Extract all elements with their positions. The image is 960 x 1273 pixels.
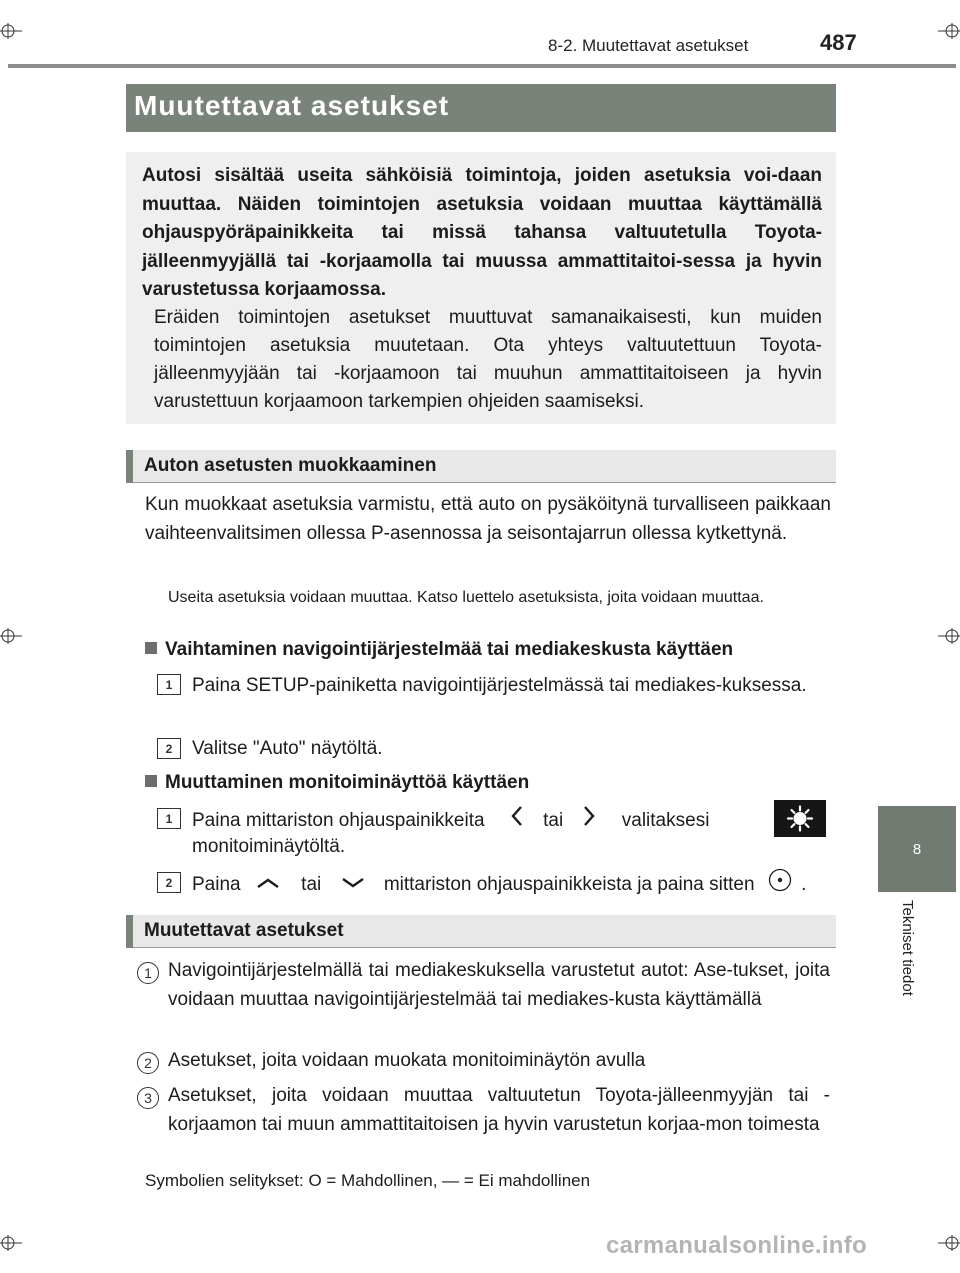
chevron-up-icon <box>254 871 282 900</box>
crop-mark-top-right <box>938 20 960 42</box>
step-number-box: 1 <box>157 674 181 695</box>
crop-mark-bottom-left <box>0 1232 22 1254</box>
step-number-box: 1 <box>157 808 181 829</box>
item-number-circle: 1 <box>137 962 159 984</box>
crop-mark-mid-left <box>0 625 22 647</box>
step-text: Valitse "Auto" näytöltä. <box>192 738 383 759</box>
step-text-continuation: monitoiminäytöltä. <box>192 836 346 857</box>
chevron-down-icon <box>339 871 367 900</box>
section-heading: Muutettavat asetukset <box>144 920 344 941</box>
running-header-section: 8-2. Muutettavat asetukset <box>548 36 749 55</box>
header-rule <box>8 64 956 68</box>
step-text-part: mittariston ohjauspainikkeista ja paina sitten <box>383 873 755 895</box>
subheading-text: Muuttaminen monitoiminäyttöä käyttäen <box>165 772 530 793</box>
subheading-navigation <box>145 639 733 661</box>
chapter-tab <box>878 806 956 892</box>
ok-button-icon <box>768 868 792 902</box>
section-note: Useita asetuksia voidaan muuttaa. Katso luettelo asetuksista, joita voidaan muuttaa. <box>168 589 764 606</box>
step-text-line <box>192 868 832 902</box>
section-paragraph: Kun muokkaat asetuksia varmistu, että auto on pysäköitynä turvalliseen paikkaan vaihteenvalitsimen ollessa P-asennossa ja seisontajarrun ollessa kytkettynä. <box>145 494 831 544</box>
step-text-part: Paina <box>192 873 241 895</box>
step-text-part: tai <box>543 809 564 831</box>
settings-gear-icon <box>774 800 826 837</box>
step-text: Paina SETUP-painiketta navigointijärjestelmässä tai mediakes-kuksessa. <box>192 675 807 696</box>
settings-item-text: Asetukset, joita voidaan muokata monitoiminäytön avulla <box>168 1050 646 1071</box>
step-number-box: 2 <box>157 872 181 893</box>
square-bullet-icon <box>145 775 157 787</box>
symbol-legend: Symbolien selitykset: O = Mahdollinen, — = Ei mahdollinen <box>145 1171 591 1190</box>
item-number-circle: 3 <box>137 1087 159 1109</box>
intro-box <box>126 152 836 424</box>
step-text-part: tai <box>301 873 322 895</box>
crop-mark-mid-right <box>938 625 960 647</box>
section-heading: Auton asetusten muokkaaminen <box>144 455 437 476</box>
section-header-accent <box>126 450 133 483</box>
chapter-label-vertical <box>896 900 918 1032</box>
section-header-accent <box>126 915 133 948</box>
settings-item-text: Navigointijärjestelmällä tai mediakeskuksella varustetut autot: Ase-tukset, joita voidaan muuttaa navigointijärjestelmää tai mediakes-kusta käyttämällä <box>168 960 830 1010</box>
step-text-part: Paina mittariston ohjauspainikkeita <box>192 809 485 831</box>
subheading-text: Vaihtaminen navigointijärjestelmää tai mediakeskusta käyttäen <box>165 639 734 660</box>
intro-normal-text: Eräiden toimintojen asetukset muuttuvat samanaikaisesti, kun muiden toimintojen asetuksia muutetaan. Ota yhteys valtuutettuun Toyota-jälleenmyyjään tai -korjaamoon tai muuhun ammattitaitoiseen ja hyvin varustettuun korjaamoon tarkempien ohjeiden saamiseksi. <box>154 307 822 412</box>
crop-mark-top-left <box>0 20 22 42</box>
item-number-circle: 2 <box>137 1052 159 1074</box>
crop-mark-bottom-right <box>938 1232 960 1254</box>
watermark: carmanualsonline.info <box>606 1232 868 1259</box>
page-title: Muutettavat asetukset <box>134 90 450 121</box>
step-text-part: . <box>801 873 807 895</box>
intro-bold-text: Autosi sisältää useita sähköisiä toimintoja, joiden asetuksia voi-daan muuttaa. Näiden toimintojen asetuksia voidaan muuttaa käyttämällä ohjauspyöräpainikkeita tai missä tahansa valtuutetulla Toyota-jälleenmyyjällä tai -korjaamolla tai muussa ammattitaitoi-sessa ja hyvin varustetussa korjaamossa. <box>142 165 822 300</box>
chapter-label: Tekniset tiedot <box>899 900 916 996</box>
chapter-number: 8 <box>912 840 922 858</box>
page-title-bar <box>126 84 836 132</box>
section-header-settings <box>126 915 836 948</box>
page-number: 487 <box>820 30 857 55</box>
square-bullet-icon <box>145 642 157 654</box>
settings-item-text: Asetukset, joita voidaan muuttaa valtuutetun Toyota-jälleenmyyjän tai -korjaamon tai muun ammattitaitoisen ja hyvin varustetun korjaa-mon toimesta <box>168 1085 830 1135</box>
section-header-vehicle-settings <box>126 450 836 483</box>
step-text-part: valitaksesi <box>621 809 710 831</box>
subheading-multi-display <box>145 772 529 794</box>
step-number-box: 2 <box>157 738 181 759</box>
